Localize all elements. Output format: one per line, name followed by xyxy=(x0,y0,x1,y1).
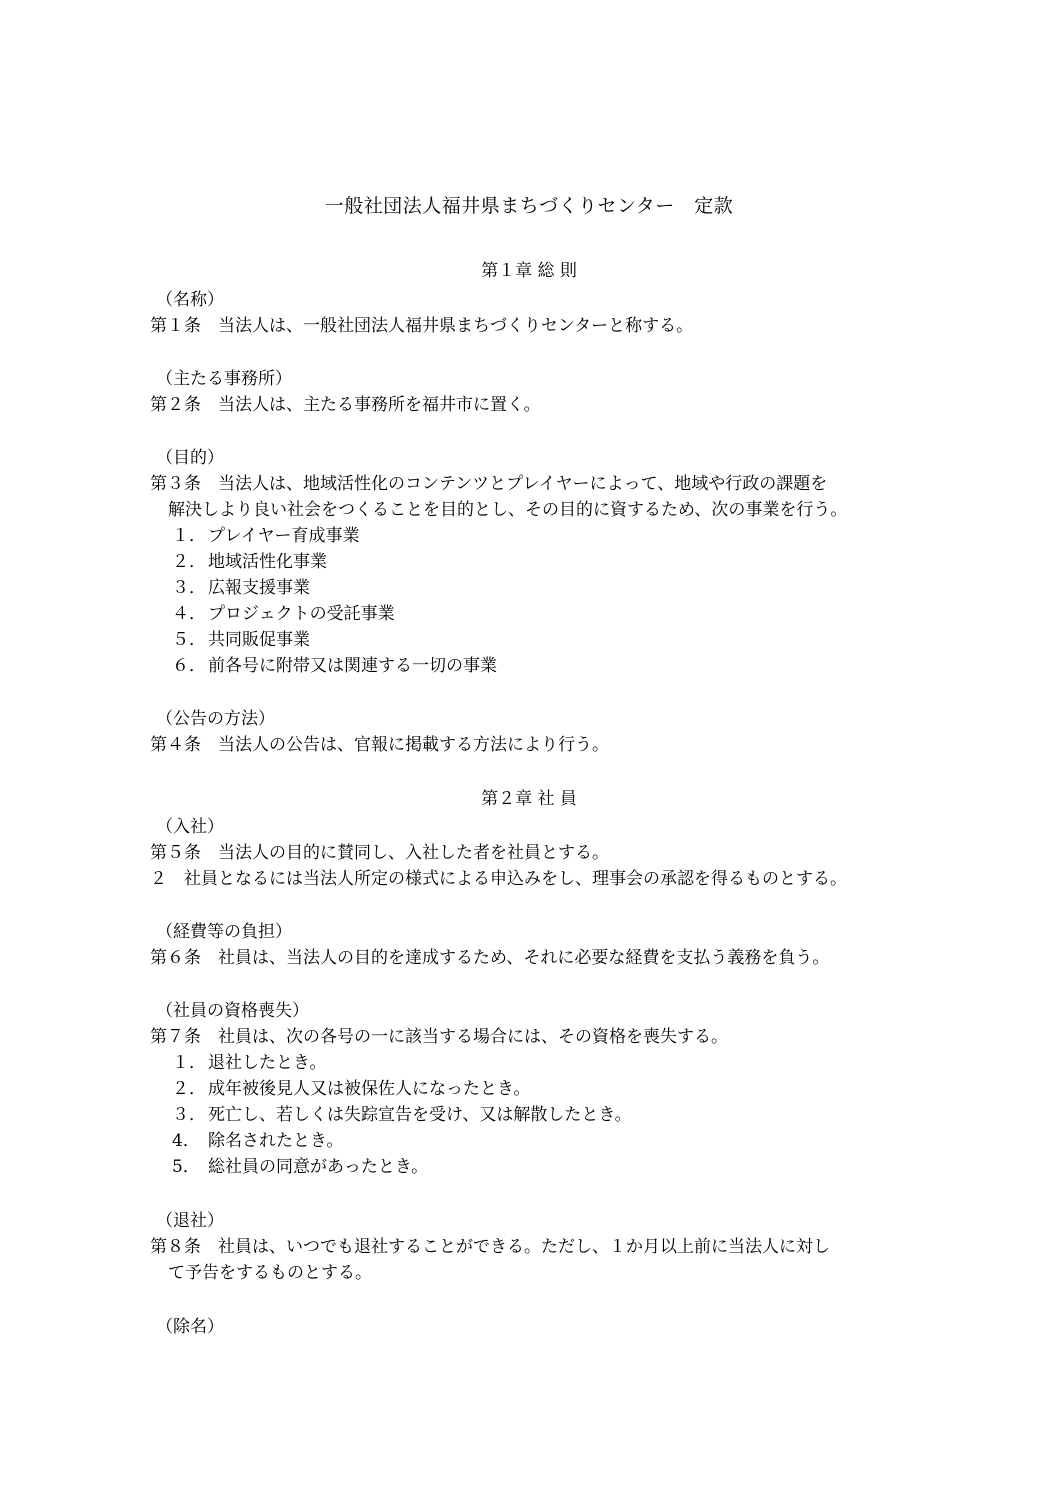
article-5-text: 第５条 当法人の目的に賛同し、入社した者を社員とする。 xyxy=(150,843,609,863)
list-item xyxy=(172,653,497,679)
list-item xyxy=(172,1154,428,1180)
article-6-heading: （経費等の負担） xyxy=(156,922,292,942)
list-item-number: ３． xyxy=(172,578,206,598)
list-item xyxy=(172,627,310,653)
list-item xyxy=(172,601,395,627)
list-item-number: ２． xyxy=(172,1079,206,1099)
list-item-number: ３． xyxy=(172,1105,206,1125)
article-3-line-2: 解決しより良い社会をつくることを目的とし、その目的に資するため、次の事業を行う。 xyxy=(168,500,848,520)
article-4-heading: （公告の方法） xyxy=(156,709,275,729)
article-8-line-2: て予告をするものとする。 xyxy=(168,1263,372,1283)
document-title: 一般社団法人福井県まちづくりセンター 定款 xyxy=(324,195,734,217)
list-item-text: 退社したとき。 xyxy=(208,1053,327,1073)
article-4-text: 第４条 当法人の公告は、官報に掲載する方法により行う。 xyxy=(150,735,609,755)
list-item-number: 5． xyxy=(172,1157,200,1177)
article-5-heading: （入社） xyxy=(156,817,224,837)
article-5-paragraph-2: ２ 社員となるには当法人所定の様式による申込みをし、理事会の承認を得るものとする。 xyxy=(150,869,847,889)
list-item xyxy=(172,1076,530,1102)
list-item-text: プレイヤー育成事業 xyxy=(208,526,360,546)
chapter-2-title: 第２章 社 員 xyxy=(481,789,577,809)
list-item-number: ４． xyxy=(172,604,206,624)
list-item-number: 4． xyxy=(172,1131,200,1151)
list-item-text: 死亡し、若しくは失踪宣告を受け、又は解散したとき。 xyxy=(208,1105,632,1125)
article-3-text xyxy=(150,471,920,523)
list-item-text: 共同販促事業 xyxy=(208,630,310,650)
list-item-text: 成年被後見人又は被保佐人になったとき。 xyxy=(208,1079,531,1099)
list-item-text: 総社員の同意があったとき。 xyxy=(208,1157,429,1177)
list-item-number: １． xyxy=(172,1053,206,1073)
article-7-heading: （社員の資格喪失） xyxy=(156,1001,309,1021)
list-item-text: 除名されたとき。 xyxy=(208,1131,344,1151)
list-item-text: 前各号に附帯又は関連する一切の事業 xyxy=(208,656,497,676)
list-item-number: ６． xyxy=(172,656,206,676)
list-item-number: ２． xyxy=(172,552,206,572)
article-1-text: 第１条 当法人は、一般社団法人福井県まちづくりセンターと称する。 xyxy=(150,316,694,336)
article-1-heading: （名称） xyxy=(156,290,224,310)
article-8-line-1: 第８条 社員は、いつでも退社することができる。ただし、１か月以上前に当法人に対し xyxy=(150,1237,830,1257)
list-item-text: 広報支援事業 xyxy=(208,578,310,598)
article-6-text: 第６条 社員は、当法人の目的を達成するため、それに必要な経費を支払う義務を負う。 xyxy=(150,948,830,968)
chapter-1-title: 第１章 総 則 xyxy=(481,261,577,281)
article-7-text: 第７条 社員は、次の各号の一に該当する場合には、その資格を喪失する。 xyxy=(150,1027,728,1047)
list-item xyxy=(172,1128,343,1154)
list-item xyxy=(172,549,327,575)
article-2-heading: （主たる事務所） xyxy=(156,369,292,389)
article-3-line-1: 第３条 当法人は、地域活性化のコンテンツとプレイヤーによって、地域や行政の課題を xyxy=(150,474,828,494)
list-item-text: プロジェクトの受託事業 xyxy=(208,604,395,624)
list-item xyxy=(172,523,359,549)
article-2-text: 第２条 当法人は、主たる事務所を福井市に置く。 xyxy=(150,395,541,415)
article-3-heading: （目的） xyxy=(156,448,224,468)
article-8-heading: （退社） xyxy=(156,1211,224,1231)
list-item xyxy=(172,1102,632,1128)
article-9-heading: （除名） xyxy=(156,1317,224,1337)
article-8-text xyxy=(150,1234,920,1286)
list-item xyxy=(172,575,310,601)
list-item-number: ５． xyxy=(172,630,206,650)
list-item-number: １． xyxy=(172,526,206,546)
list-item-text: 地域活性化事業 xyxy=(208,552,327,572)
list-item xyxy=(172,1050,326,1076)
